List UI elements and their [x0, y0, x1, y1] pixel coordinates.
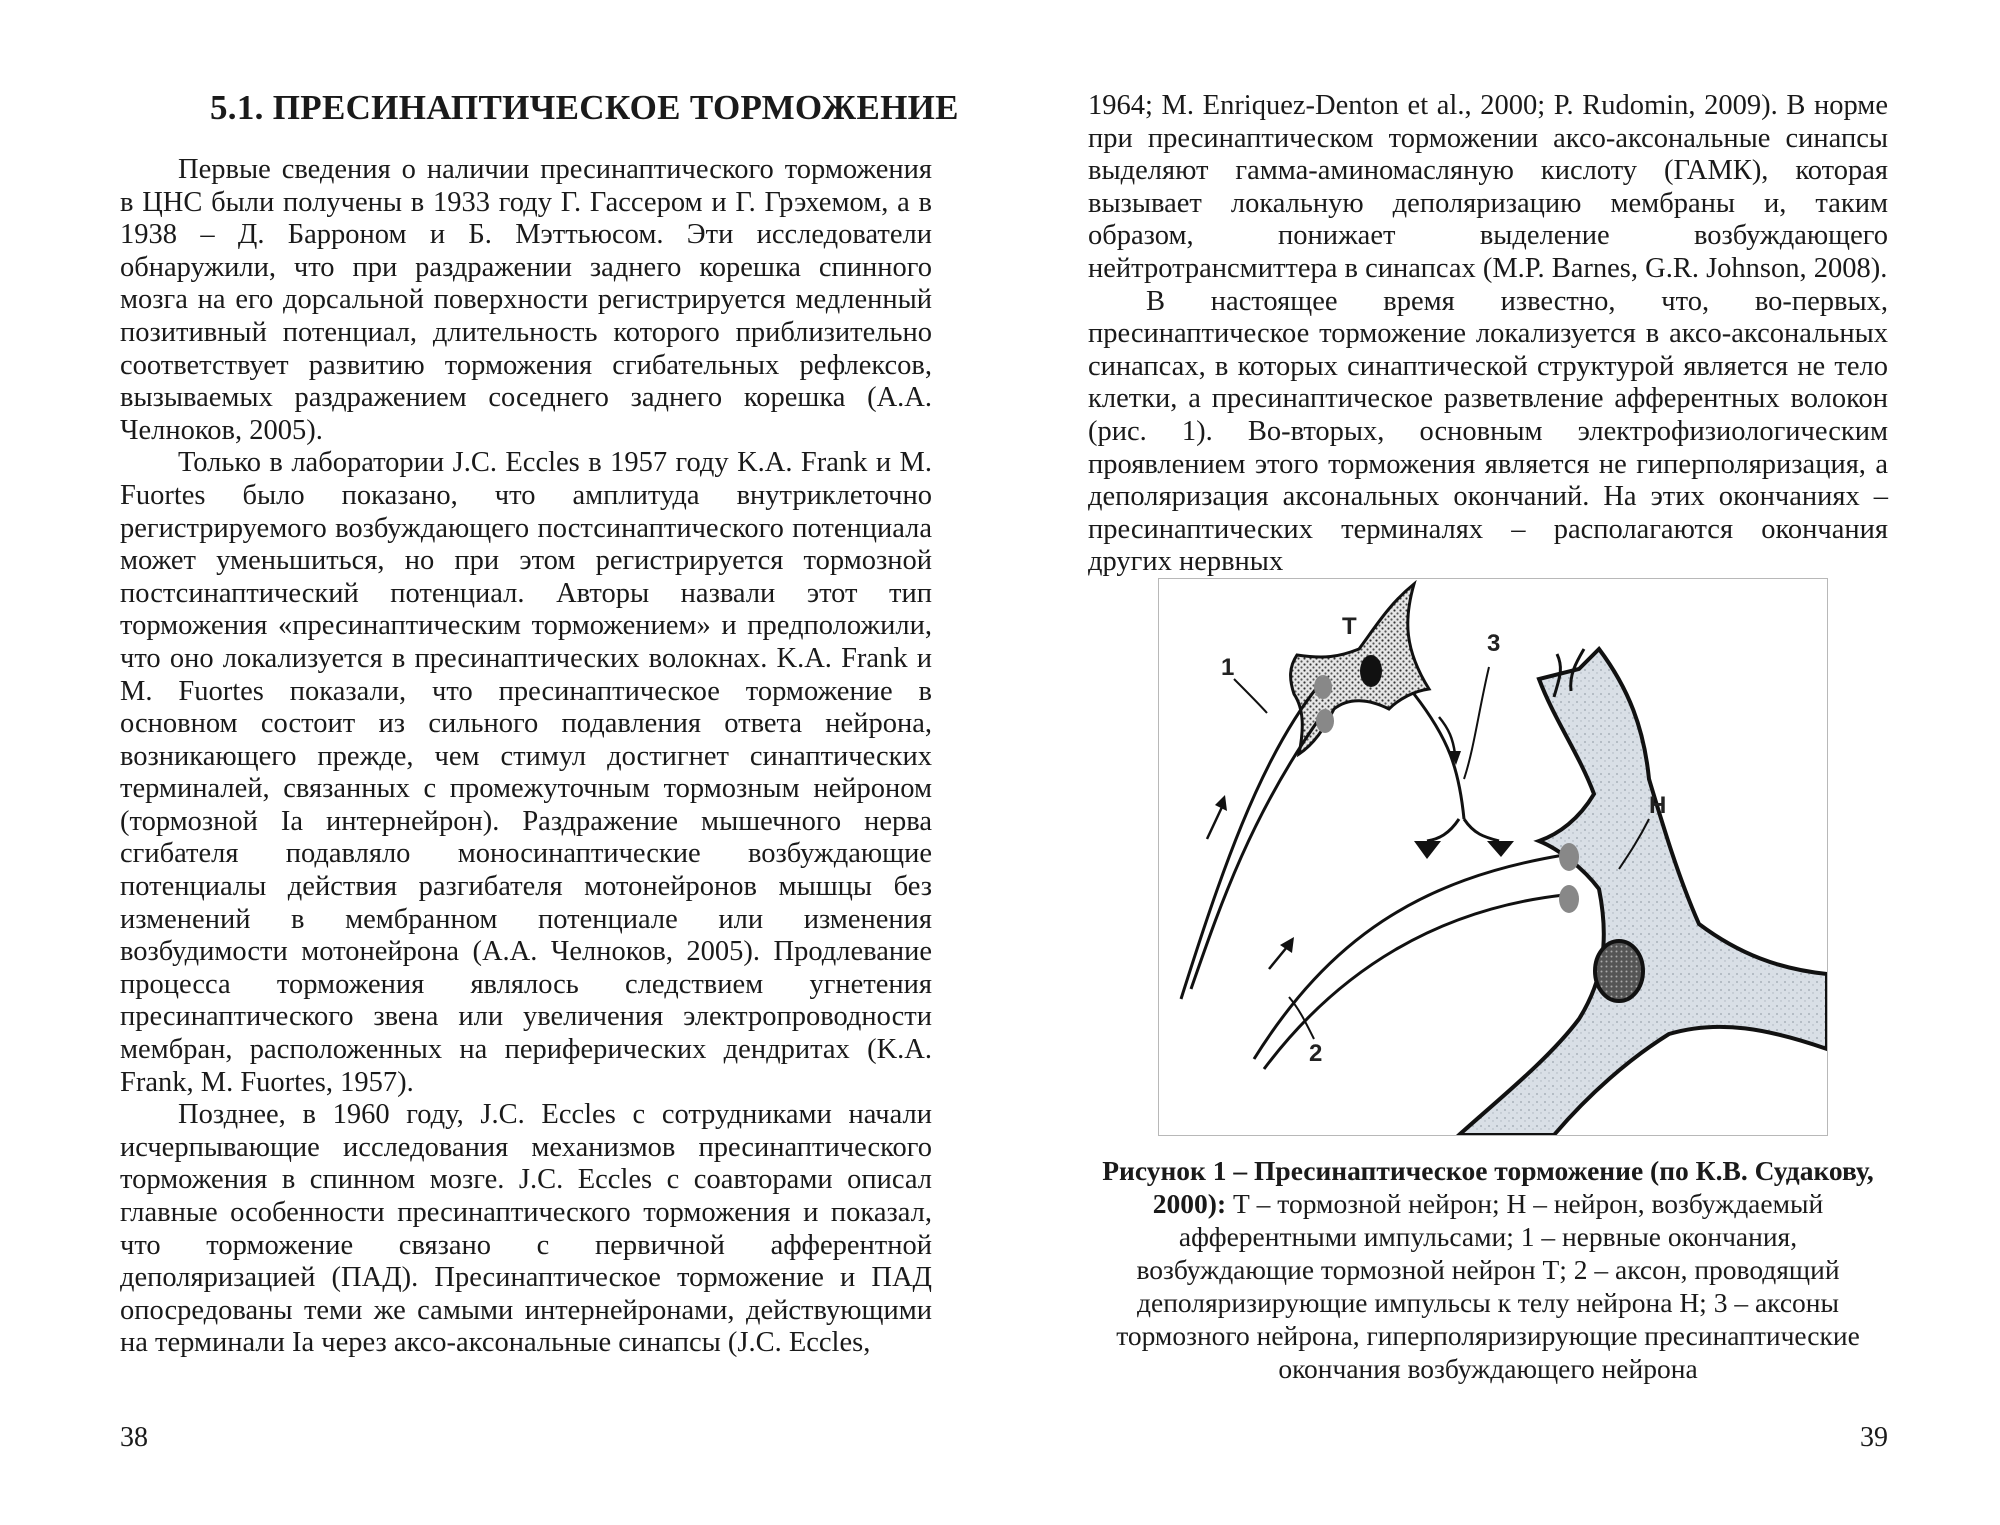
- label-3: 3: [1487, 630, 1501, 657]
- paragraph: Первые сведения о наличии пресинаптического торможения в ЦНС были получены в 1933 году Г. Гассером и Г. Грэхемом, а в 1938 – Д. Барроном и Б. Мэттьюсом. Эти исследователи обнаружили, что при раздражении заднего корешка спинного мозга на его дорсальной поверхности регистрируется медленный позитивный потенциал, длительность которого приблизительно соответствует развитию торможения сгибательных рефлексов, вызываемых раздражением соседнего заднего корешка (А.А. Челноков, 2005).: [120, 154, 932, 446]
- synaptic-terminal: [1314, 675, 1332, 699]
- label-2: 2: [1309, 1040, 1323, 1067]
- page-number-left: 38: [120, 1422, 148, 1453]
- neuron-h-nucleus: [1595, 941, 1643, 1001]
- paragraph: В настоящее время известно, что, во-первых, пресинаптическое торможение локализуется в аксо-аксональных синапсах, в которых синаптической структурой является не тело клетки, а пресинаптическое разветвление афферентных волокон (рис. 1). Во-вторых, основным электрофизиологическим проявлением этого торможения является не гиперполяризация, а деполяризация аксональных окончаний. На этих окончаниях – пресинаптических терминалях – располагаются окончания других нервных: [1088, 285, 1888, 578]
- left-body-text: [120, 154, 932, 1360]
- figure-caption: [1088, 1154, 1888, 1385]
- left-page: [120, 0, 959, 1525]
- arrow-head: [1280, 937, 1294, 953]
- synaptic-terminal: [1487, 841, 1514, 857]
- axon-2: [1254, 855, 1564, 1059]
- neuron-h-body: [1459, 649, 1827, 1135]
- figure-presynaptic-inhibition: [1158, 578, 1828, 1136]
- fiber-1: [1191, 719, 1319, 989]
- label-h: Н: [1649, 792, 1667, 819]
- label-1: 1: [1221, 654, 1235, 681]
- paragraph: 1964; M. Enriquez-Denton et al., 2000; P. Rudomin, 2009). В норме при пресинаптическом торможении аксо-аксональные синапсы выделяют гамма-аминомасляную кислоту (ГАМК), которая вызывает локальную деполяризацию мембраны и, таким образом, понижает выделение возбуждающего нейтротрансмиттера в синапсах (M.P. Barnes, G.R. Johnson, 2008).: [1088, 90, 1888, 284]
- synaptic-terminal: [1559, 885, 1579, 913]
- label-leader: [1464, 667, 1489, 779]
- neuron-t-nucleus: [1360, 655, 1382, 687]
- synaptic-terminal: [1316, 709, 1334, 733]
- caption-title: Рисунок 1 – Пресинаптическое торможение (по К.В. Судакову, 2000):: [1102, 1155, 1874, 1219]
- label-leader: [1234, 679, 1267, 713]
- arrow-line: [1269, 947, 1287, 969]
- caption-text: Т – тормозной нейрон; Н – нейрон, возбуждаемый афферентными импульсами; 1 – нервные окончания, возбуждающие тормозной нейрон Т; 2 – аксон, проводящий деполяризирующие импульсы к телу нейрона Н; 3 – аксоны тормозного нейрона, гиперполяризирующие пресинаптические окончания возбуждающего нейрона: [1116, 1188, 1860, 1384]
- label-t: Т: [1342, 613, 1357, 640]
- axon-3-branch: [1427, 819, 1459, 841]
- paragraph: Только в лаборатории J.C. Eccles в 1957 году K.A. Frank и M. Fuortes было показано, что амплитуда внутриклеточно регистрируемого возбуждающего постсинаптического потенциала может уменьшиться, но при этом регистрируется тормозной постсинаптический потенциал. Авторы назвали этот тип торможения «пресинаптическим торможением» и предположили, что оно локализуется в пресинаптических волокнах. K.A. Frank и M. Fuortes показали, что пресинаптическое торможение в основном состоит из сильного подавления ответа нейрона, возникающего прежде, чем стимул достигнет синаптических терминалей, связанных с промежуточным тормозным нейроном (тормозной Ia интернейрон). Раздражение мышечного нерва сгибателя подавляло моносинаптические возбуждающие потенциалы действия разгибателя мотонейронов мышцы без изменений в мембранном потенциале или изменения возбудимости мотонейрона (А.А. Челноков, 2005). Продлевание процесса торможения являлось следствием угнетения пресинаптического звена или увеличения электропроводности мембран, расположенных на периферических дендритах (K.A. Frank, M. Fuortes, 1957).: [120, 447, 932, 1098]
- right-page: [1088, 0, 1888, 1525]
- right-body-text: [1088, 90, 1888, 579]
- arrow-line: [1207, 807, 1222, 839]
- fiber-1: [1181, 685, 1319, 999]
- synaptic-terminal: [1559, 843, 1579, 871]
- paragraph: Позднее, в 1960 году, J.C. Eccles с сотрудниками начали исчерпывающие исследования механизмов пресинаптического торможения в спинном мозге. J.C. Eccles с соавторами описал главные особенности пресинаптического торможения и показал, что торможение связано с первичной афферентной деполяризацией (ПАД). Пресинаптическое торможение и ПАД опосредованы теми же самыми интернейронами, действующими на терминали Ia через аксо-аксональные синапсы (J.C. Eccles,: [120, 1099, 932, 1359]
- section-heading: 5.1. ПРЕСИНАПТИЧЕСКОЕ ТОРМОЖЕНИЕ: [210, 88, 959, 127]
- page-number-right: 39: [1860, 1422, 1888, 1453]
- axon-3-branch: [1464, 819, 1499, 841]
- neuron-diagram: [1159, 579, 1827, 1135]
- synaptic-terminal: [1414, 841, 1441, 859]
